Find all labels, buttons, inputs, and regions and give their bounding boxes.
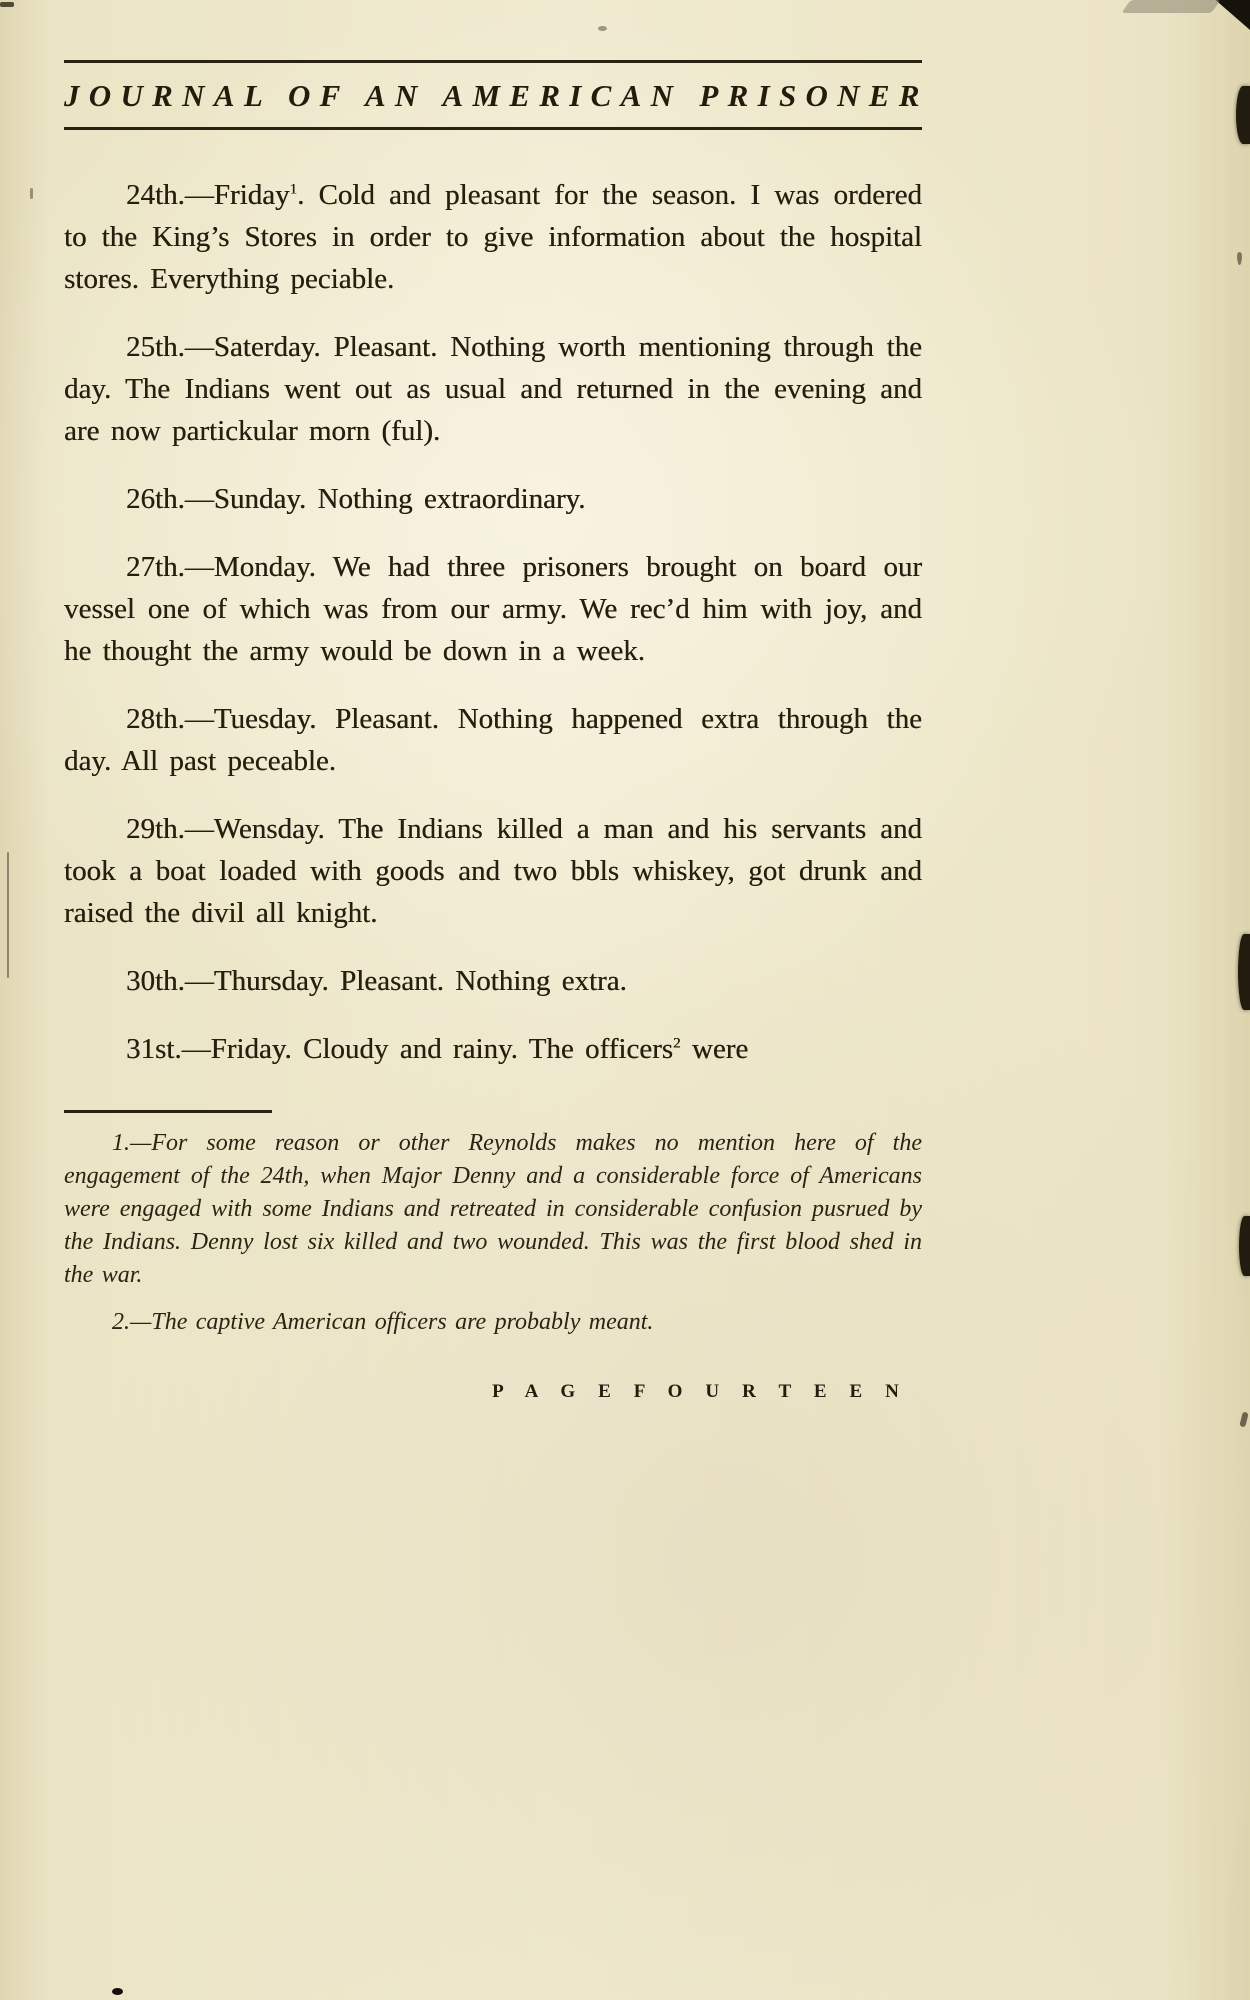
scan-artifact-right-edge-mark: [1237, 252, 1242, 265]
scan-artifact-top-right-smudge: [1121, 0, 1220, 13]
scan-artifact-top-speck: [598, 26, 607, 31]
header-rule-bottom: [64, 127, 922, 130]
entry-text: 27th.—Monday. We had three prisoners brought on board our vessel one of which was from our army. We rec’d him with joy, and he thought the army would be down in a week.: [64, 551, 922, 667]
page-number-label: P A G E F O U R T E E N: [492, 1381, 908, 1402]
scan-artifact-right-edge-blob: [1236, 86, 1250, 144]
journal-entry-25th: [64, 326, 922, 452]
journal-entry-27th: [64, 546, 922, 672]
footnote-2: [64, 1306, 922, 1339]
footnote-number: 1.—: [112, 1130, 152, 1156]
journal-entry-24th: [64, 174, 922, 300]
footnote-ref-2: 2: [673, 1035, 681, 1052]
page-content: [64, 60, 929, 1403]
scan-artifact-right-edge-blob: [1238, 934, 1250, 1010]
footnote-ref-1: 1: [289, 181, 298, 198]
scan-artifact-left-edge-mark: [30, 188, 33, 199]
entry-text: 25th.—Saterday. Pleasant. Nothing worth mentioning through the day. The Indians went out as usual and returned in the evening and are now partickular morn (ful).: [64, 331, 922, 447]
entry-text: were: [680, 1033, 749, 1065]
scan-artifact-top-right-corner: [1208, 0, 1250, 30]
header-rule-top: [64, 60, 922, 63]
journal-entry-30th: [64, 960, 922, 1002]
entry-text: 30th.—Thursday. Pleasant. Nothing extra.: [126, 965, 627, 997]
entry-text: 24th.—Friday: [126, 179, 290, 211]
journal-entry-31st: [64, 1028, 922, 1070]
entry-text: 28th.—Tuesday. Pleasant. Nothing happened extra through the day. All past peceable.: [64, 703, 922, 777]
footnote-number: 2.—: [112, 1309, 152, 1335]
journal-entry-26th: [64, 478, 922, 520]
entry-text: 29th.—Wensday. The Indians killed a man and his servants and took a boat loaded with goods and two bbls whiskey, got drunk and raised the divil all knight.: [64, 813, 922, 929]
scan-artifact-top-left-mark: [0, 2, 14, 7]
journal-entry-28th: [64, 698, 922, 782]
footnote-divider-rule: [64, 1110, 272, 1113]
scan-artifact-right-edge-blob: [1239, 1216, 1250, 1276]
footnote-text: The captive American officers are probably meant.: [151, 1309, 654, 1335]
entry-text: 31st.—Friday. Cloudy and rainy. The officers: [126, 1033, 674, 1065]
footnote-1: [64, 1127, 922, 1292]
journal-entry-29th: [64, 808, 922, 934]
scan-artifact-left-edge-line: [7, 852, 9, 978]
scan-artifact-bottom-mark: [112, 1988, 123, 1995]
entry-text: . Cold and pleasant for the season. I was ordered to the King’s Stores in order to give information about the hospital stores. Everything peciable.: [64, 179, 922, 295]
scan-artifact-right-edge-mark: [1239, 1411, 1248, 1427]
entry-text: 26th.—Sunday. Nothing extraordinary.: [126, 483, 586, 515]
footnote-text: For some reason or other Reynolds makes no mention here of the engagement of the 24th, when Major Denny and a considerable force of Americans were engaged with some Indians and retreated in considerable confusion pusrued by the Indians. Denny lost six killed and two wounded. This was the first blood shed in the war.: [64, 1130, 922, 1288]
page-title: JOURNAL OF AN AMERICAN PRISONER: [64, 78, 929, 113]
